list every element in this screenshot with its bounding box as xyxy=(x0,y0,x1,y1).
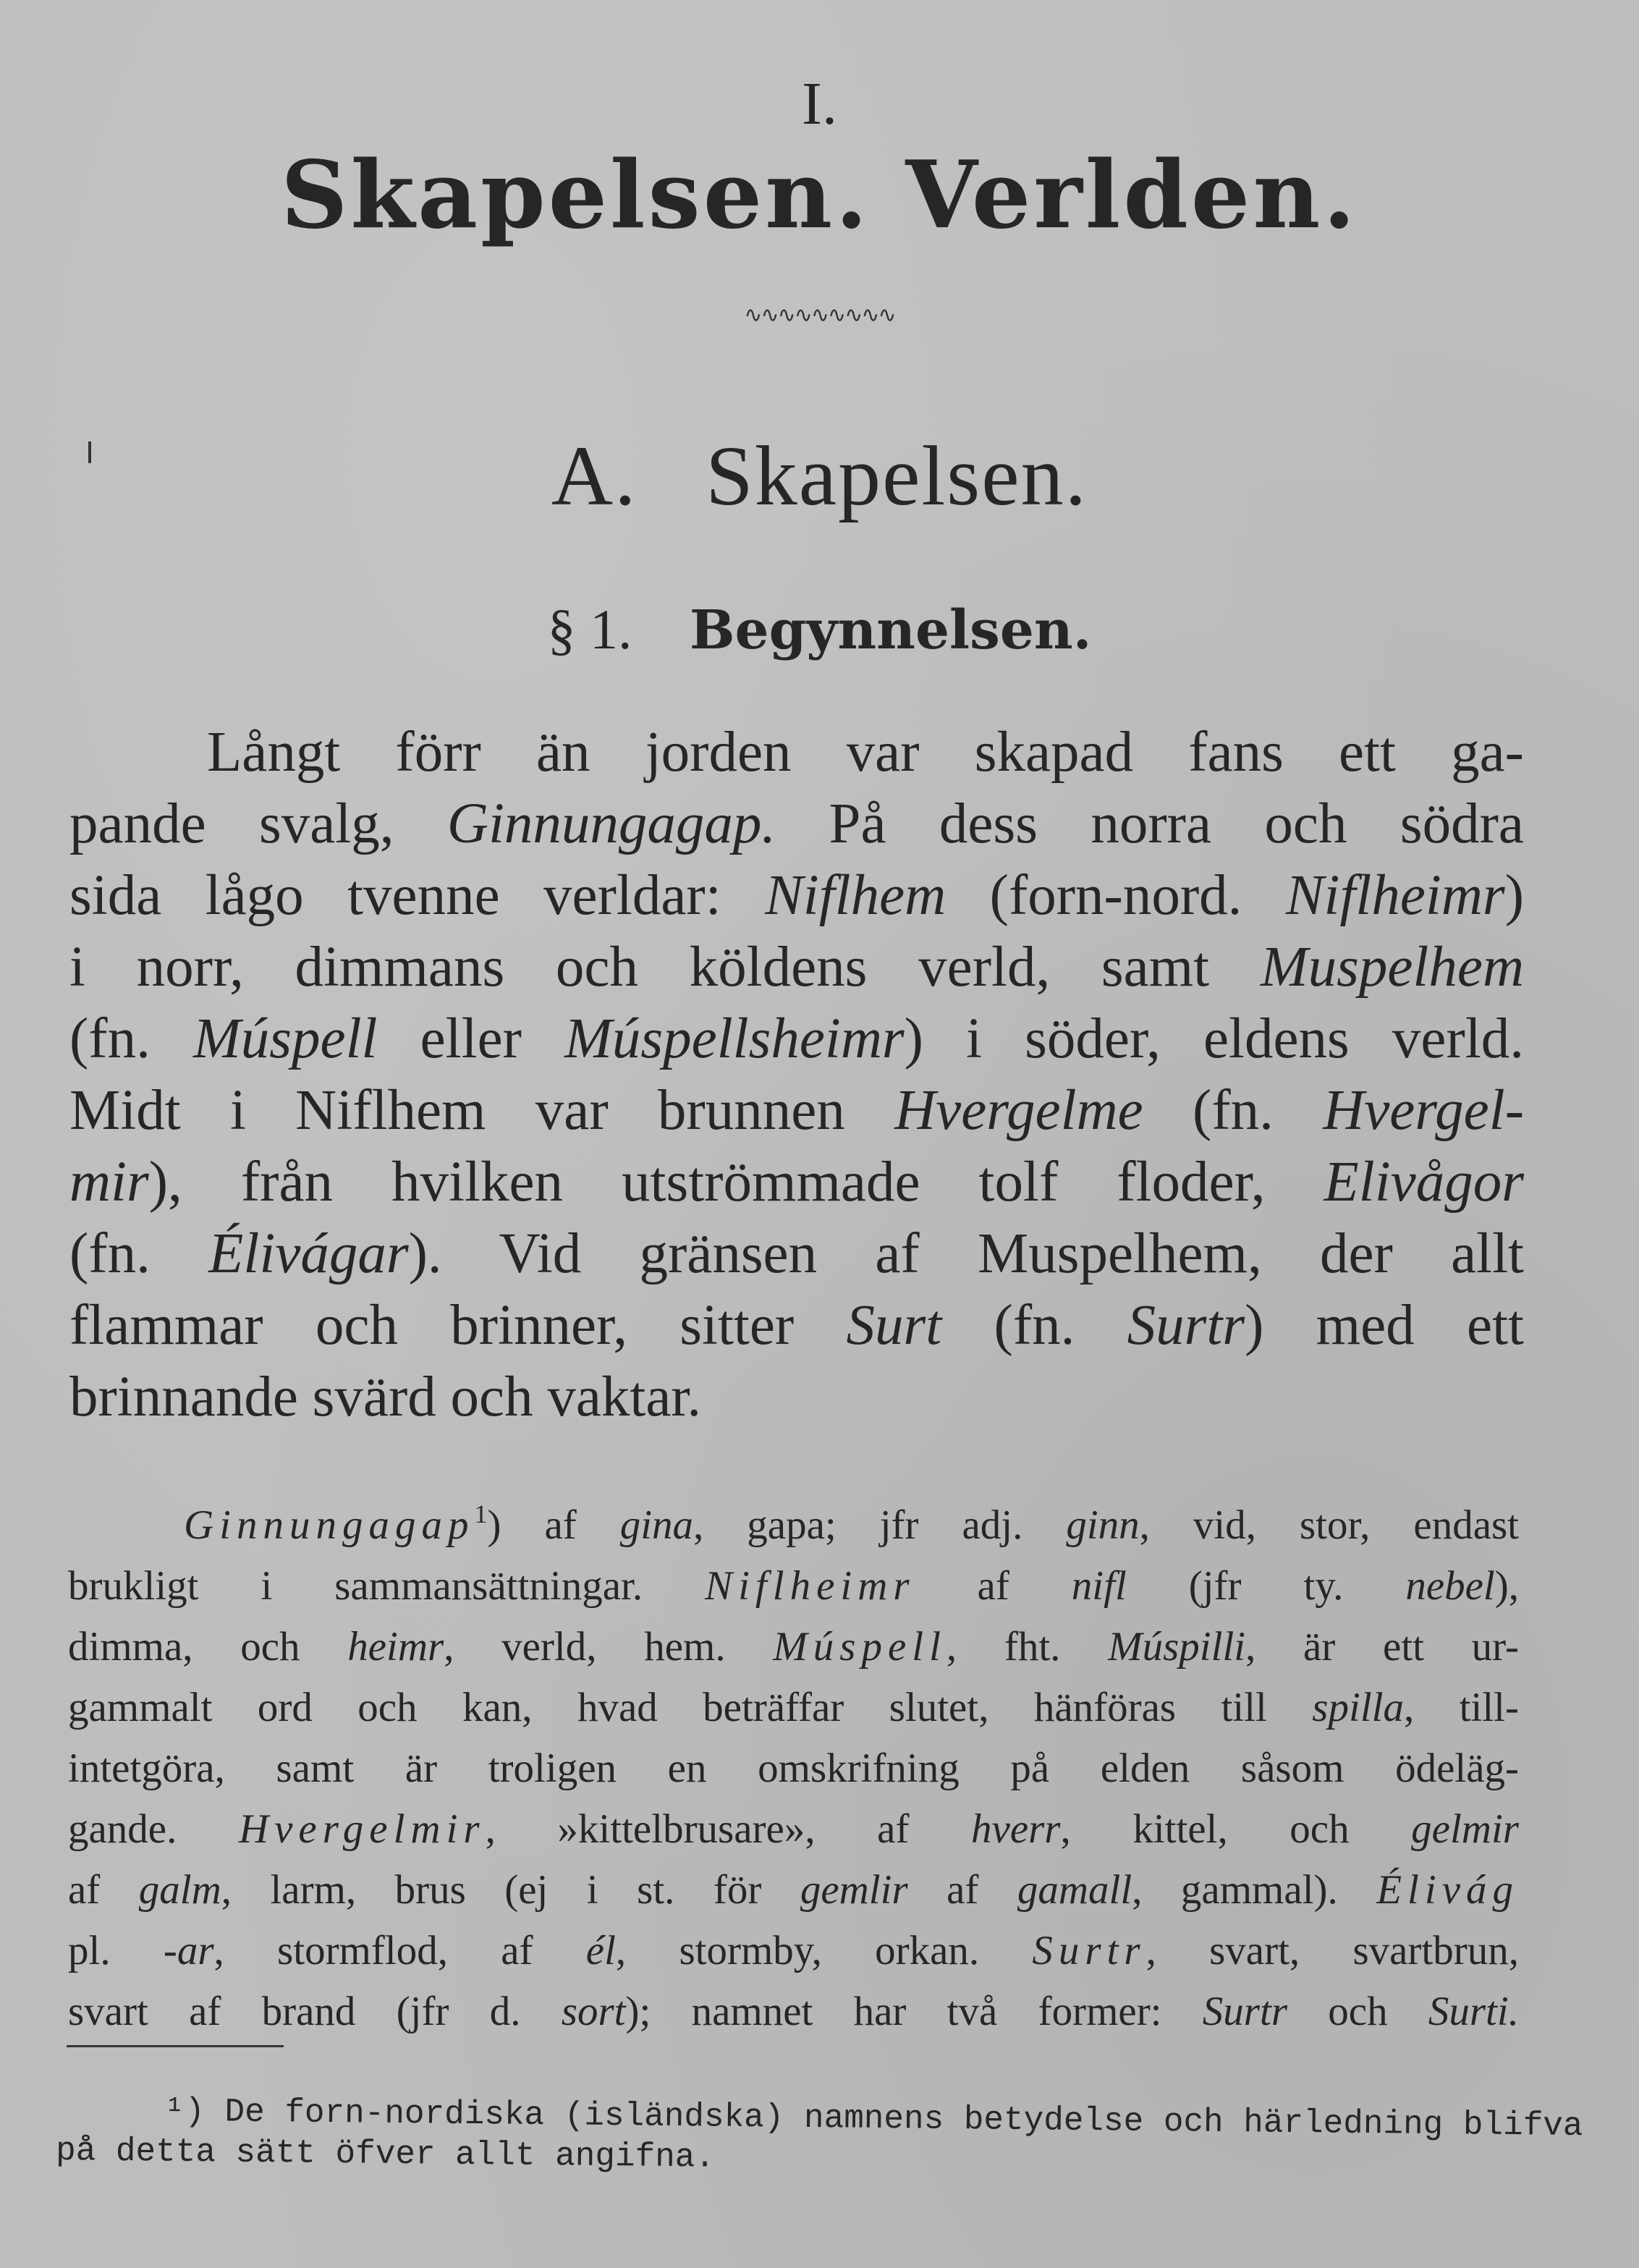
text-run: Midt i Niflhem var brunnen xyxy=(69,1079,895,1142)
text-run: , larm, brus (ej i st. för xyxy=(221,1867,800,1913)
wavy-ornament-icon: ∿∿∿∿∿∿∿∿∿ xyxy=(744,302,895,328)
text-run: ) i söder, eldens verld. xyxy=(904,1007,1524,1070)
paragraph-number: § 1. xyxy=(547,598,632,661)
italic-term: spilla xyxy=(1312,1685,1404,1730)
text-run: pl. - xyxy=(68,1928,177,1973)
text-run: ) med ett xyxy=(1245,1294,1524,1357)
note-line xyxy=(68,1617,1519,1677)
italic-term: Surtr xyxy=(1202,1989,1287,2034)
italic-term: gemlir xyxy=(800,1867,908,1913)
italic-term: Muspelhem xyxy=(1260,936,1524,999)
text-run: , gammal). xyxy=(1132,1867,1377,1913)
italic-term: gamall xyxy=(1017,1867,1132,1913)
text-run: På dess norra och södra xyxy=(776,792,1524,855)
text-run: 1 xyxy=(474,1499,488,1528)
italic-term: Surtr xyxy=(1032,1928,1146,1973)
text-run: af xyxy=(68,1867,139,1913)
text-run: (fn. xyxy=(69,1007,193,1070)
note-line xyxy=(68,1921,1519,1981)
italic-term: Surti. xyxy=(1428,1989,1519,2034)
text-run: gammalt ord och kan, hvad beträffar slutet, hänföras till xyxy=(68,1685,1313,1730)
italic-term: heimr xyxy=(347,1624,444,1670)
text-run: , till- xyxy=(1404,1685,1519,1730)
text-run: Långt förr än jorden var skapad fans ett ga- xyxy=(207,721,1524,784)
italic-term: él xyxy=(585,1928,616,1973)
text-run: svart af brand (jfr d. xyxy=(68,1989,562,2034)
italic-term: Élivágar xyxy=(208,1222,409,1285)
italic-term: nifl xyxy=(1071,1563,1127,1609)
text-run: (jfr ty. xyxy=(1126,1563,1406,1609)
text-run: ). Vid gränsen af Muspelhem, der allt xyxy=(408,1222,1524,1285)
footnote xyxy=(55,2090,1583,2186)
italic-term: Élivág xyxy=(1376,1867,1520,1913)
italic-term: gina xyxy=(619,1502,694,1548)
section-title: A. Skapelsen. xyxy=(551,428,1088,523)
text-run: , kittel, och xyxy=(1060,1806,1412,1852)
italic-term: Ginnungagap xyxy=(184,1502,475,1548)
text-run: flammar och brinner, sitter xyxy=(69,1294,847,1357)
text-run: , vid, stor, endast xyxy=(1139,1502,1520,1548)
etymology-notes xyxy=(68,1484,1519,2042)
italic-term: Surtr xyxy=(1127,1294,1245,1357)
body-line xyxy=(69,860,1524,931)
text-run: , stormby, orkan. xyxy=(615,1928,1033,1973)
text-run: dimma, och xyxy=(68,1624,348,1670)
footnote-line: ¹) De forn-nordiska (isländska) namnens betydelse och härledning blifva xyxy=(164,2092,1583,2146)
text-run: (forn-nord. xyxy=(946,864,1286,927)
note-line xyxy=(68,1799,1519,1860)
text-run: sida lågo tvenne verldar: xyxy=(69,864,766,927)
text-run: ) xyxy=(1504,864,1524,927)
body-line xyxy=(69,1290,1524,1361)
text-run: , stormflod, af xyxy=(213,1928,586,1973)
text-run: eller xyxy=(377,1007,565,1070)
text-run: och xyxy=(1287,1989,1428,2034)
text-run: ); namnet har två former: xyxy=(625,1989,1203,2034)
italic-term: sort xyxy=(561,1989,626,2034)
italic-term: gelmir xyxy=(1411,1806,1519,1852)
italic-term: hverr xyxy=(971,1806,1061,1852)
text-run: pande svalg, xyxy=(69,792,447,855)
note-line xyxy=(68,1484,1519,1556)
italic-term: nebel xyxy=(1405,1563,1495,1609)
body-line xyxy=(69,1146,1524,1218)
note-line xyxy=(68,1677,1519,1738)
italic-term: Niflhem xyxy=(765,864,946,927)
body-line xyxy=(69,788,1524,860)
body-line xyxy=(69,931,1524,1003)
text-run: ), xyxy=(1494,1563,1519,1609)
italic-term: Surt xyxy=(846,1294,942,1357)
footnote-line: på detta sätt öfver allt angifna. xyxy=(55,2131,716,2177)
italic-term: mir xyxy=(69,1151,149,1214)
text-run: ), från hvilken utströmmade tolf floder, xyxy=(148,1151,1324,1214)
italic-term: Múspellsheimr xyxy=(564,1007,905,1070)
italic-term: galm xyxy=(138,1867,221,1913)
italic-term: ginn xyxy=(1066,1502,1140,1548)
italic-term: Hvergel- xyxy=(1323,1079,1524,1142)
paragraph-heading xyxy=(0,597,1639,662)
italic-term: Niflheimr xyxy=(705,1563,915,1609)
text-run: intetgöra, samt är troligen en omskrifning på elden såsom ödeläg- xyxy=(68,1746,1519,1791)
text-run: , svart, svartbrun, xyxy=(1145,1928,1519,1973)
text-run: , är ett ur- xyxy=(1245,1624,1519,1670)
body-line xyxy=(69,1218,1524,1290)
text-run: af xyxy=(915,1563,1072,1609)
chapter-title: Skapelsen. Verlden. xyxy=(281,141,1358,250)
body-paragraph xyxy=(69,716,1524,1433)
text-run: , »kittelbrusare», af xyxy=(485,1806,972,1852)
text-run: (fn. xyxy=(941,1294,1127,1357)
text-run: , verld, hem. xyxy=(444,1624,774,1670)
italic-term: Múspilli xyxy=(1108,1624,1246,1670)
note-line xyxy=(68,1860,1519,1921)
note-line xyxy=(68,1556,1519,1617)
text-run: af xyxy=(907,1867,1017,1913)
italic-term: Múspell xyxy=(773,1624,946,1670)
note-line xyxy=(68,1981,1519,2042)
text-run: ) af xyxy=(487,1502,620,1548)
italic-term: ar xyxy=(177,1928,214,1973)
body-line xyxy=(69,1003,1524,1075)
text-run: (fn. xyxy=(1143,1079,1324,1142)
italic-term: Ginnungagap. xyxy=(446,792,776,855)
text-run: gande. xyxy=(68,1806,239,1852)
italic-term: Múspell xyxy=(192,1007,378,1070)
chapter-number: I. xyxy=(802,70,837,137)
body-line xyxy=(69,1361,1524,1433)
note-line xyxy=(68,1738,1519,1799)
italic-term: Hvergelme xyxy=(894,1079,1143,1142)
text-run: , fht. xyxy=(946,1624,1109,1670)
body-line xyxy=(69,1075,1524,1146)
italic-term: Hvergelmir xyxy=(238,1806,486,1852)
text-run: , gapa; jfr adj. xyxy=(693,1502,1067,1548)
text-run: brukligt i sammansättningar. xyxy=(68,1563,706,1609)
footnote-divider xyxy=(67,2045,284,2047)
italic-term: Elivågor xyxy=(1324,1151,1524,1214)
paragraph-title: Begynnelsen. xyxy=(690,599,1092,661)
text-run: (fn. xyxy=(69,1222,209,1285)
italic-term: Niflheimr xyxy=(1285,864,1505,927)
text-run: i norr, dimmans och köldens verld, samt xyxy=(69,936,1261,999)
body-line xyxy=(69,716,1524,788)
text-run: brinnande svärd och vaktar. xyxy=(69,1366,702,1429)
